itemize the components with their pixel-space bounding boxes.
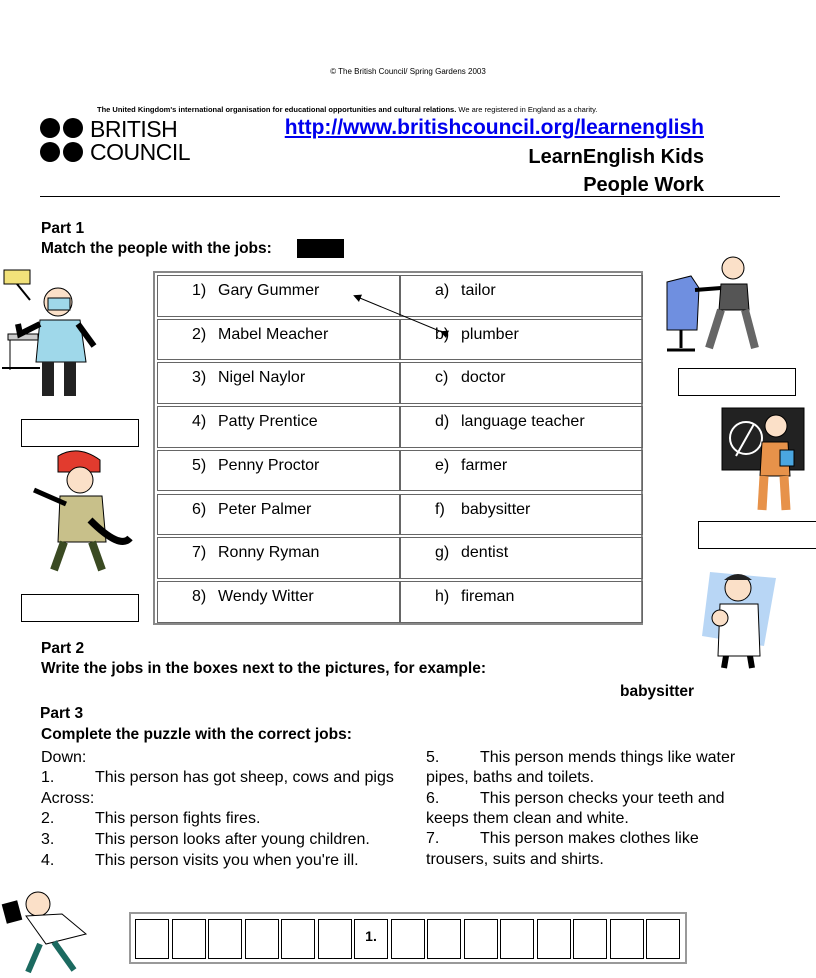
- logo-dots-icon: [40, 118, 86, 164]
- doctor-running-illustration: [0, 888, 96, 976]
- crossword-cell[interactable]: [646, 919, 680, 959]
- organisation-line: [97, 105, 597, 114]
- crossword-cell[interactable]: [500, 919, 534, 959]
- person-number: 6): [192, 500, 207, 518]
- crossword-cell[interactable]: [573, 919, 607, 959]
- person-name: Mabel Meacher: [218, 325, 329, 343]
- clue-item: 6. This person checks your teeth and: [426, 790, 725, 807]
- header-divider: [40, 196, 780, 197]
- teacher-illustration: [718, 406, 808, 514]
- crossword-cell[interactable]: [172, 919, 206, 959]
- job-name: babysitter: [461, 500, 531, 518]
- crossword-cell[interactable]: 1.: [354, 919, 388, 959]
- page-title: People Work: [583, 174, 704, 196]
- matching-table: [153, 271, 643, 625]
- crossword-cell[interactable]: [391, 919, 425, 959]
- person-name: Nigel Naylor: [218, 369, 306, 387]
- logo-word-council: COUNCIL: [90, 139, 191, 165]
- organisation-description: The United Kingdom's international organisation for educational opportunities and cultural relations.: [97, 105, 457, 114]
- person-number: 5): [192, 456, 207, 474]
- person-name: Gary Gummer: [218, 282, 320, 299]
- fireman-illustration: [30, 450, 134, 574]
- charity-notice: We are registered in England as a charity.: [458, 105, 598, 114]
- person-number: 2): [192, 325, 207, 343]
- clue-item: 5. This person mends things like water: [426, 749, 736, 766]
- person-number: 8): [192, 587, 207, 605]
- page-subtitle: LearnEnglish Kids: [528, 146, 704, 168]
- job-name: fireman: [461, 587, 515, 605]
- tailor-illustration: [657, 254, 765, 354]
- learnenglish-link[interactable]: http://www.britishcouncil.org/learnenglish: [284, 116, 704, 139]
- person-name: Wendy Witter: [218, 587, 314, 605]
- clue-item: 4. This person visits you when you're ill.: [41, 852, 359, 869]
- down-label: Down:: [41, 749, 87, 766]
- crossword-cell[interactable]: [281, 919, 315, 959]
- redaction-box: [297, 239, 344, 258]
- crossword-cell[interactable]: [610, 919, 644, 959]
- clue-item: 3. This person looks after young children.: [41, 831, 370, 848]
- clue-item: 2. This person fights fires.: [41, 810, 261, 827]
- part1-instruction: Match the people with the jobs:: [41, 240, 272, 257]
- dentist-illustration: [0, 262, 102, 402]
- example-answer: babysitter: [620, 683, 695, 700]
- job-letter: a): [435, 282, 450, 299]
- british-council-logo: [40, 118, 200, 164]
- person-number: 7): [192, 544, 207, 562]
- job-name: doctor: [461, 369, 506, 387]
- crossword-cell[interactable]: [245, 919, 279, 959]
- dentist-answer-box[interactable]: [21, 419, 139, 447]
- person-number: 4): [192, 413, 207, 431]
- clue-item: 7. This person makes clothes like: [426, 830, 699, 847]
- tailor-answer-box[interactable]: [678, 368, 796, 396]
- crossword-cell[interactable]: [464, 919, 498, 959]
- job-letter: c): [435, 369, 449, 387]
- clue-item: 1. This person has got sheep, cows and pigs: [41, 769, 394, 786]
- job-letter: d): [435, 413, 450, 431]
- job-name: dentist: [461, 544, 509, 562]
- fireman-answer-box[interactable]: [21, 594, 139, 622]
- person-name: Ronny Ryman: [218, 544, 320, 562]
- job-name: plumber: [461, 325, 519, 343]
- job-name: tailor: [461, 282, 496, 299]
- crossword-cell[interactable]: [537, 919, 571, 959]
- part2-heading: Part 2: [41, 640, 85, 657]
- person-number: 1): [192, 282, 207, 299]
- job-letter: b): [435, 325, 450, 343]
- person-number: 3): [192, 369, 207, 387]
- part1-heading: Part 1: [41, 220, 85, 237]
- job-letter: g): [435, 544, 450, 562]
- example-match-arrow: [155, 273, 645, 627]
- logo-word-british: BRITISH: [90, 116, 178, 142]
- across-label: Across:: [41, 790, 95, 807]
- crossword-cell[interactable]: [135, 919, 169, 959]
- part2-instruction: Write the jobs in the boxes next to the pictures, for example:: [41, 660, 486, 677]
- teacher-answer-box[interactable]: [698, 521, 816, 549]
- person-name: Peter Palmer: [218, 500, 312, 518]
- babysitter-illustration: [700, 566, 782, 670]
- person-name: Penny Proctor: [218, 456, 320, 474]
- crossword-cell[interactable]: [208, 919, 242, 959]
- copyright-notice: © The British Council/ Spring Gardens 2003: [330, 67, 486, 76]
- job-name: language teacher: [461, 413, 585, 431]
- crossword-grid: [129, 912, 687, 964]
- part3-heading: Part 3: [40, 705, 84, 722]
- clue-continuation: pipes, baths and toilets.: [426, 769, 595, 786]
- job-letter: f): [435, 500, 445, 518]
- job-letter: h): [435, 587, 450, 605]
- crossword-cell[interactable]: [427, 919, 461, 959]
- job-letter: e): [435, 456, 450, 474]
- job-name: farmer: [461, 456, 508, 474]
- clue-continuation: keeps them clean and white.: [426, 810, 629, 827]
- crossword-cell[interactable]: [318, 919, 352, 959]
- part3-instruction: Complete the puzzle with the correct jobs:: [41, 726, 352, 743]
- clue-continuation: trousers, suits and shirts.: [426, 851, 604, 868]
- person-name: Patty Prentice: [218, 413, 318, 431]
